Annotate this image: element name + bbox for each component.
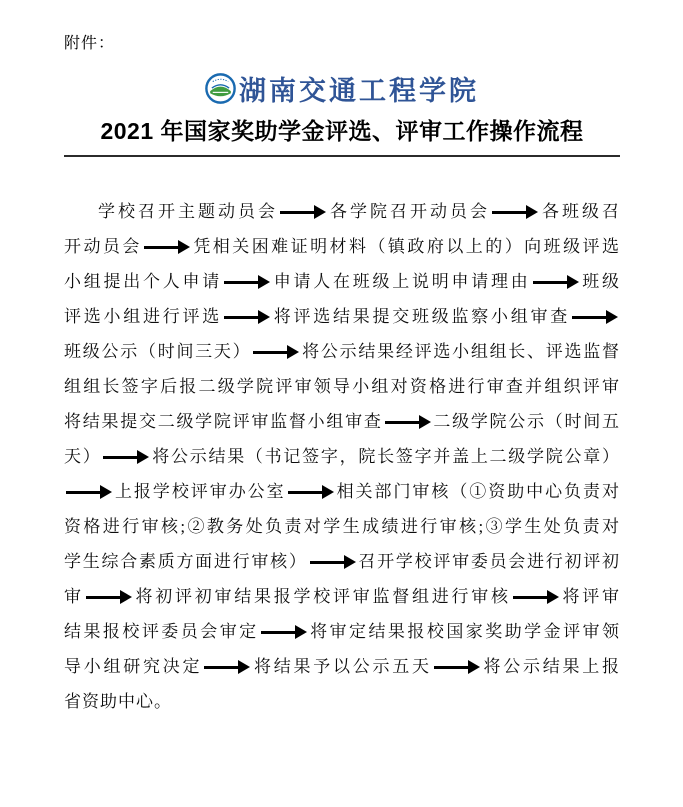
flow-arrow-icon [86, 590, 132, 604]
title-divider [64, 155, 620, 157]
flow-arrow-icon [224, 310, 270, 324]
flow-line: 组组长签字后报二级学院评审领导小组对资格进行审查并组织评审 [64, 377, 620, 396]
flow-line: 开动员会 凭相关困难证明材料（镇政府以上的）向班级评选 [64, 237, 621, 256]
flow-arrow-icon [103, 450, 149, 464]
flow-line: 学生综合素质方面进行审核） 召开学校评审委员会进行初评初 [64, 552, 621, 571]
flow-line: 评选小组进行评选 将评选结果提交班级监察小组审查 [64, 299, 620, 334]
flow-arrow-icon [572, 310, 618, 324]
flow-arrow-icon [492, 205, 538, 219]
flow-line: 审 将初评初审结果报学校评审监督组进行审核 将评审 [64, 587, 620, 606]
flow-line: 小组提出个人申请 申请人在班级上说明申请理由 班级 [64, 272, 620, 291]
flow-arrow-icon [288, 485, 334, 499]
school-name: 湖南交通工程学院 [239, 76, 479, 106]
document-title: 2021 年国家奖助学金评选、评审工作操作流程 [100, 118, 584, 144]
flow-arrow-icon [224, 275, 270, 289]
flow-arrow-icon [253, 345, 299, 359]
school-logo-icon [205, 73, 236, 104]
flow-line: 学校召开主题动员会 各学院召开动员会 各班级召 [98, 202, 620, 221]
flow-line: 天） 将公示结果（书记签字，院长签字并盖上二级学院公章） [64, 447, 621, 466]
attachment-label: 附件： [64, 35, 116, 52]
flow-line: 将结果提交二级学院评审监督小组审查 二级学院公示（时间五 [64, 412, 621, 431]
flow-arrow-icon [204, 660, 250, 674]
flow-line: 班级公示（时间三天） 将公示结果经评选小组组长、评选监督 [64, 342, 621, 361]
flow-line: 导小组研究决定 将结果予以公示五天 将公示结果上报 [64, 657, 620, 676]
flow-arrow-icon [385, 415, 431, 429]
flow-arrow-icon [434, 660, 480, 674]
flow-arrow-icon [261, 625, 307, 639]
flow-line: 上报学校评审办公室 相关部门审核（①资助中心负责对 [64, 474, 620, 509]
flow-arrow-icon [144, 240, 190, 254]
flow-text [64, 194, 620, 719]
flow-arrow-icon [513, 590, 559, 604]
flow-line: 资格进行审核;②教务处负责对学生成绩进行审核;③学生处负责对 [64, 517, 620, 536]
flow-arrow-icon [310, 555, 356, 569]
flow-arrow-icon [280, 205, 326, 219]
flow-line: 结果报校评委员会审定 将审定结果报校国家奖助学金评审领 [64, 622, 621, 641]
school-brand [64, 69, 620, 108]
flow-line: 省资助中心。 [64, 692, 172, 711]
flow-arrow-icon [66, 485, 112, 499]
flow-arrow-icon [533, 275, 579, 289]
